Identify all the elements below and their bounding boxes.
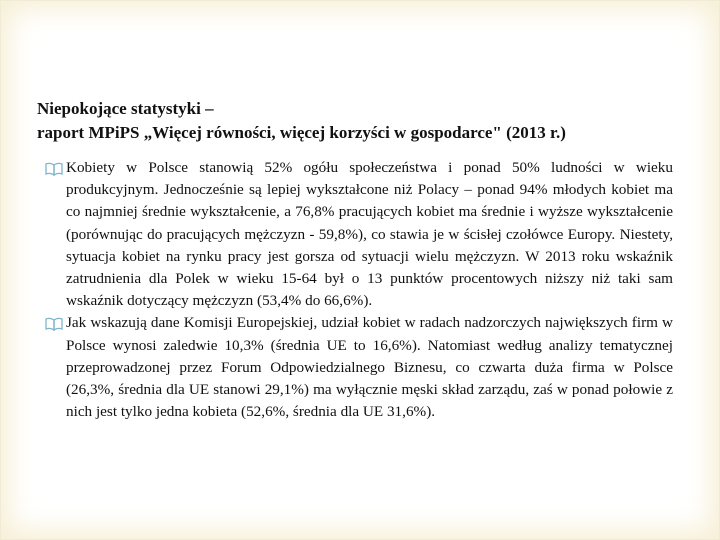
slide-title: [37, 97, 687, 145]
bullet-text: Jak wskazują dane Komisji Europejskiej, udział kobiet w radach nadzorczych największych firm w Polsce wynosi zaledwie 10,3% (średnia UE to 16,6%). Natomiast według analizy tematycznej przeprowadzonej przez Forum Odpowiedzialnego Biznesu, co czwarta duża firma w Polsce (26,3%, średnia dla UE stanowi 29,1%) ma wyłącznie męski skład zarządu, zaś w ponad połowie z nich jest tylko jedna kobieta (52,6%, średnia dla UE 31,6%).: [66, 314, 673, 421]
book-icon: [45, 161, 63, 175]
slide-content: [45, 157, 673, 423]
title-line-2: raport MPiPS „Więcej równości, więcej korzyści w gospodarce" (2013 r.): [37, 123, 566, 142]
bullet-item: [45, 157, 673, 312]
book-icon: [45, 316, 63, 330]
bullet-item: [45, 312, 673, 423]
bullet-text: Kobiety w Polsce stanowią 52% ogółu społeczeństwa i ponad 50% ludności w wieku produkcyjnym. Jednocześnie są lepiej wykształcone niż Polacy – ponad 94% młodych kobiet ma co najmniej średnie wykształcenie, a 76,8% pracujących kobiet ma średnie i wyższe wykształcenie (porównując do pracujących mężczyzn - 59,8%), co stawia je w ścisłej czołówce Europy. Niestety, sytuacja kobiet na rynku pracy jest gorsza od sytuacji wielu mężczyzn. W 2013 roku wskaźnik zatrudnienia dla Polek w wieku 15-64 był o 13 punktów procentowych niższy niż taki sam wskaźnik dotyczący mężczyzn (53,4% do 66,6%).: [66, 159, 673, 310]
title-line-1: Niepokojące statystyki –: [37, 99, 214, 118]
